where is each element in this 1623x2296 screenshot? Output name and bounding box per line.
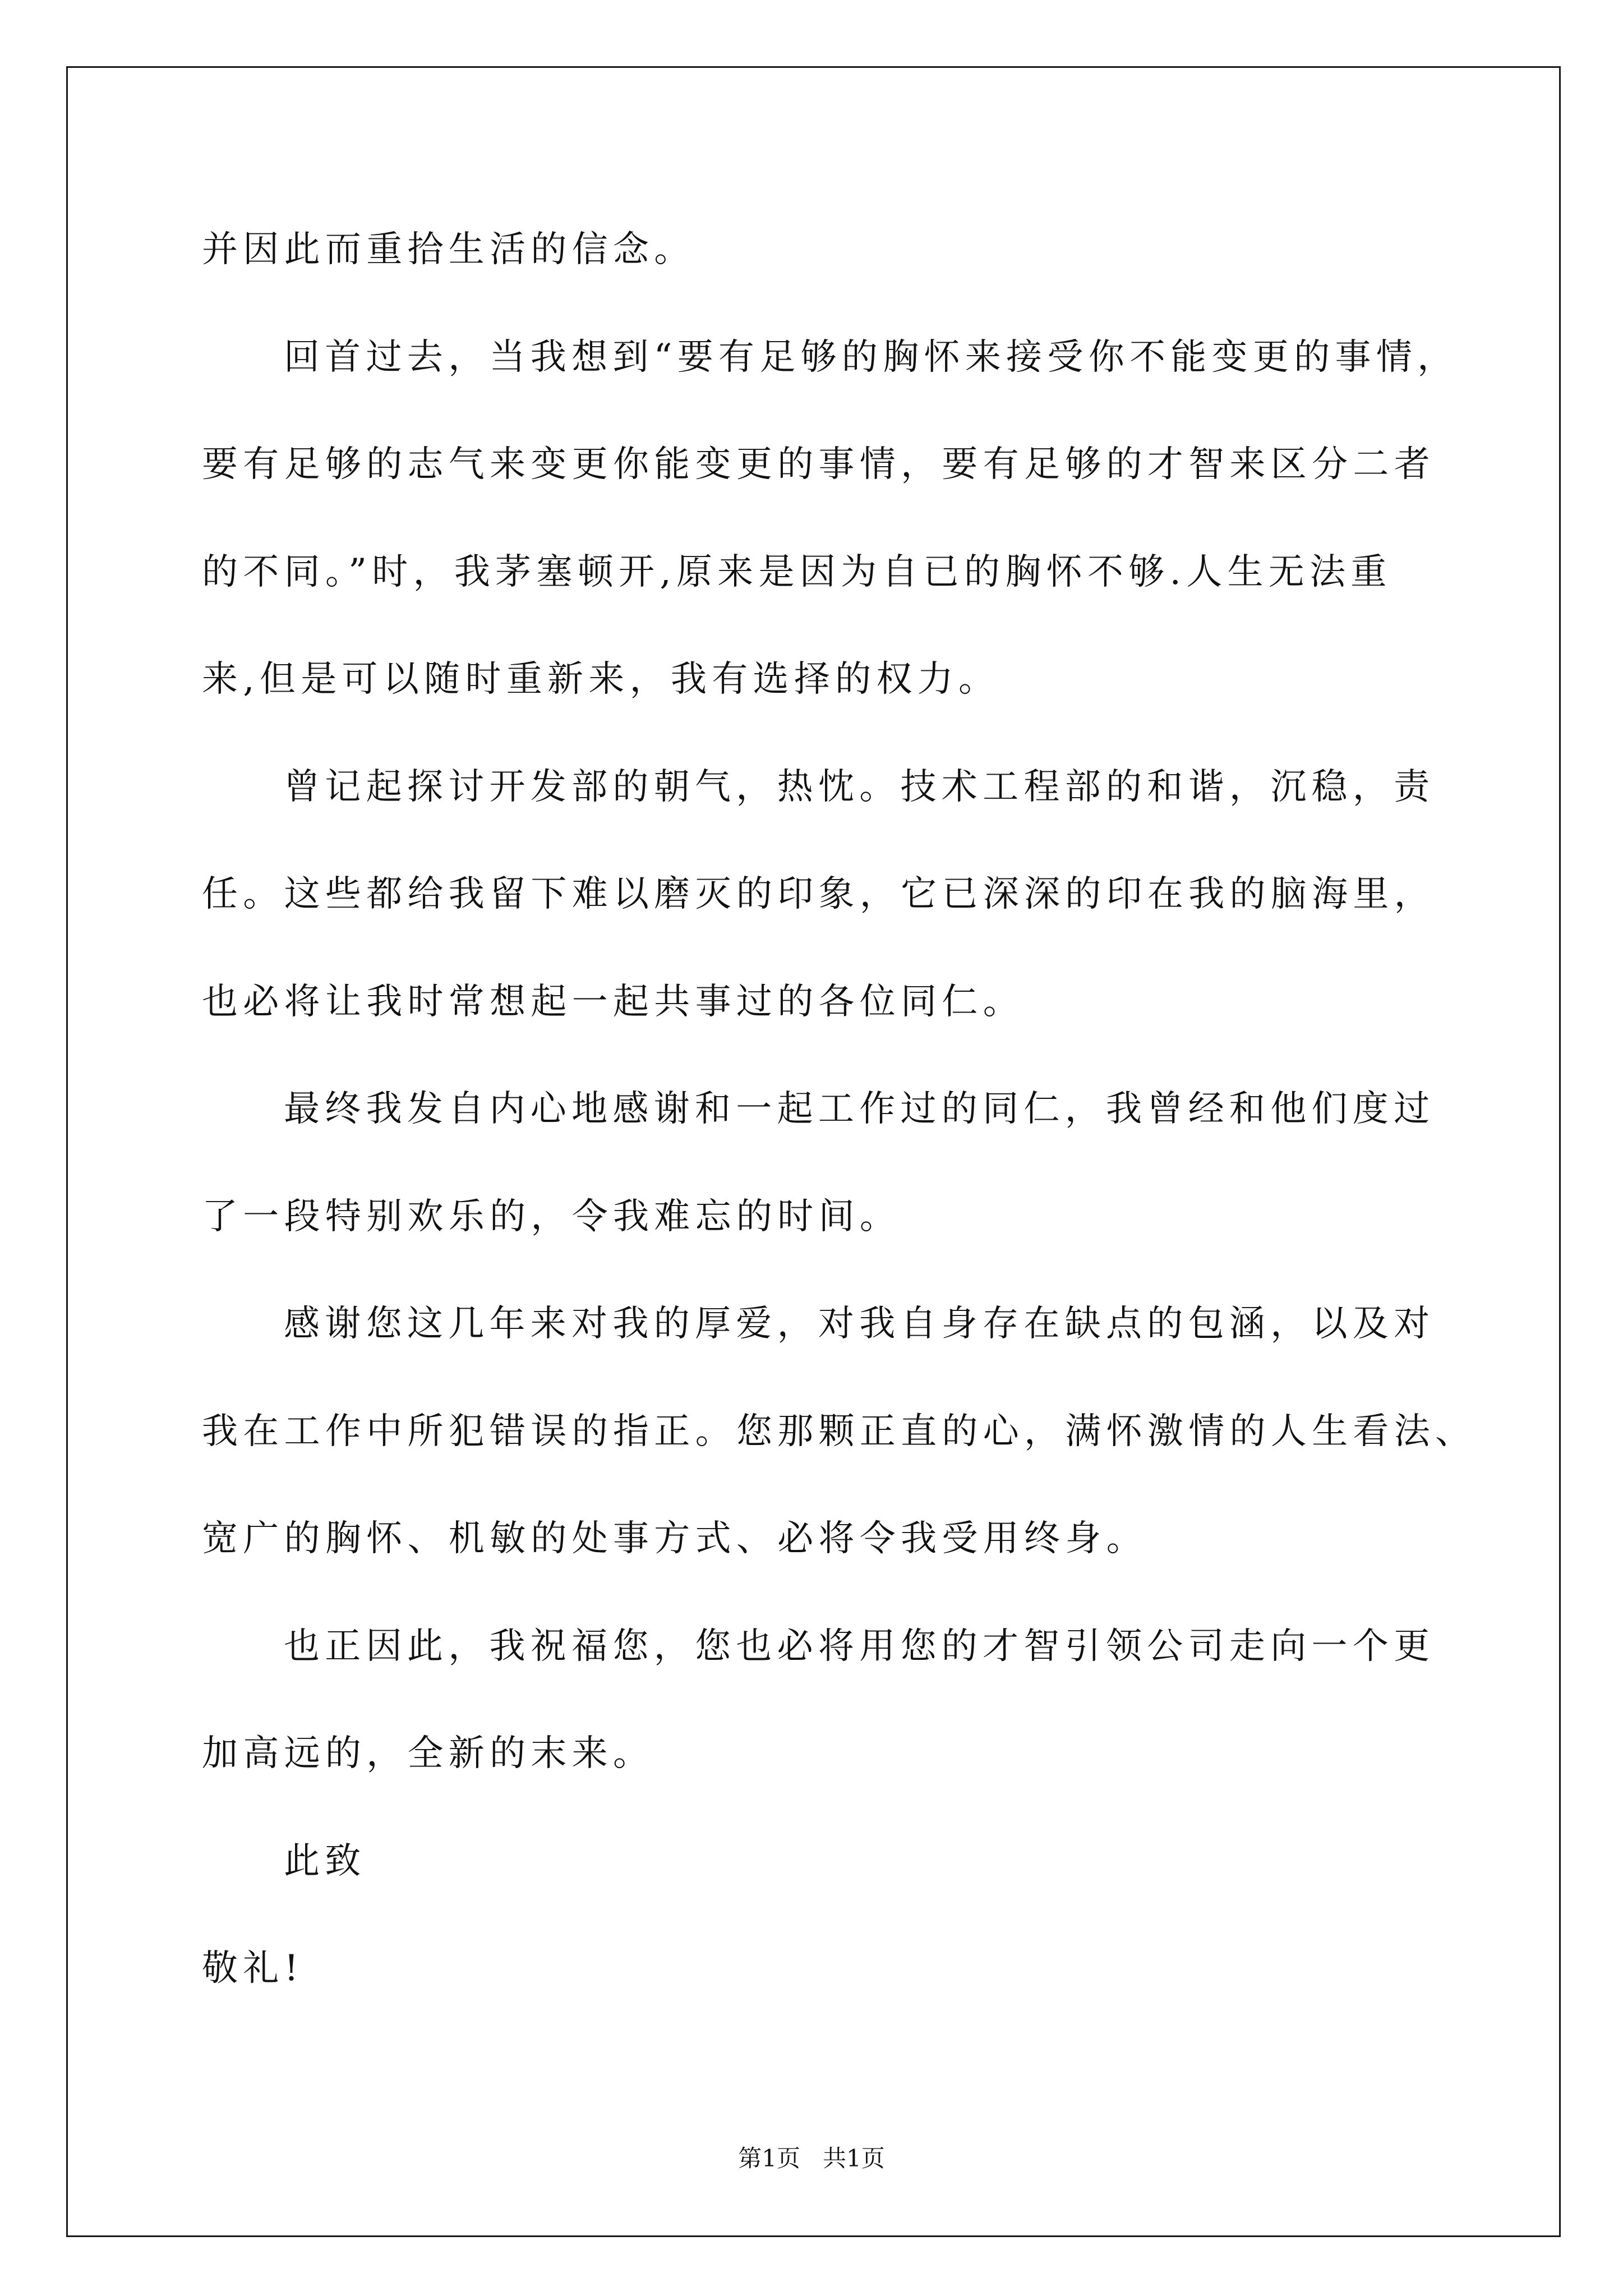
- paragraph: [202, 1593, 1548, 1808]
- paragraph: [202, 734, 1548, 1056]
- paragraph: [202, 1271, 1548, 1593]
- letter-body: [202, 196, 1548, 2023]
- body-line: 我在工作中所犯错误的指正。您那颗正直的心，满怀激情的人生看法、: [202, 1410, 1477, 1452]
- body-line: 了一段特别欢乐的，令我难忘的时间。: [202, 1195, 901, 1237]
- body-line: 加高远的，全新的末来。: [202, 1733, 654, 1774]
- body-line: 任。这些都给我留下难以磨灭的印象，它已深深的印在我的脑海里，: [202, 873, 1435, 915]
- body-line: 宽广的胸怀、机敏的处事方式、必将令我受用终身。: [202, 1518, 1147, 1559]
- body-line: 也必将让我时常想起一起共事过的各位同仁。: [202, 981, 1024, 1023]
- closing-salutation: 此致: [284, 1840, 366, 1882]
- body-line: 曾记起探讨开发部的朝气，热忱。技术工程部的和谐，沉稳，责: [284, 766, 1435, 808]
- closing-regards: 敬礼!: [202, 1948, 304, 1989]
- body-line: 感谢您这几年来对我的厚爱，对我自身存在缺点的包涵，以及对: [284, 1303, 1435, 1345]
- body-line: 并因此而重拾生活的信念。: [202, 229, 695, 270]
- body-line: 也正因此，我祝福您，您也必将用您的才智引领公司走向一个更: [284, 1625, 1435, 1667]
- body-line: 要有足够的志气来变更你能变更的事情，要有足够的才智来区分二者: [202, 444, 1435, 485]
- body-line: 来,但是可以随时重新来，我有选择的权力。: [202, 659, 1000, 700]
- page-footer: [0, 2143, 1623, 2174]
- page-number: 第1页: [738, 2145, 800, 2172]
- body-line: 回首过去，当我想到“要有足够的胸怀来接受你不能变更的事情，: [284, 336, 1459, 378]
- paragraph: [202, 1056, 1548, 1271]
- body-line: 最终我发自内心地感谢和一起工作过的同仁，我曾经和他们度过: [284, 1088, 1435, 1130]
- paragraph: [202, 304, 1548, 734]
- page-total: 共1页: [823, 2145, 885, 2172]
- paragraph: [202, 196, 1548, 304]
- body-line: 的不同。”时，我茅塞顿开,原来是因为自已的胸怀不够.人生无法重: [202, 551, 1392, 593]
